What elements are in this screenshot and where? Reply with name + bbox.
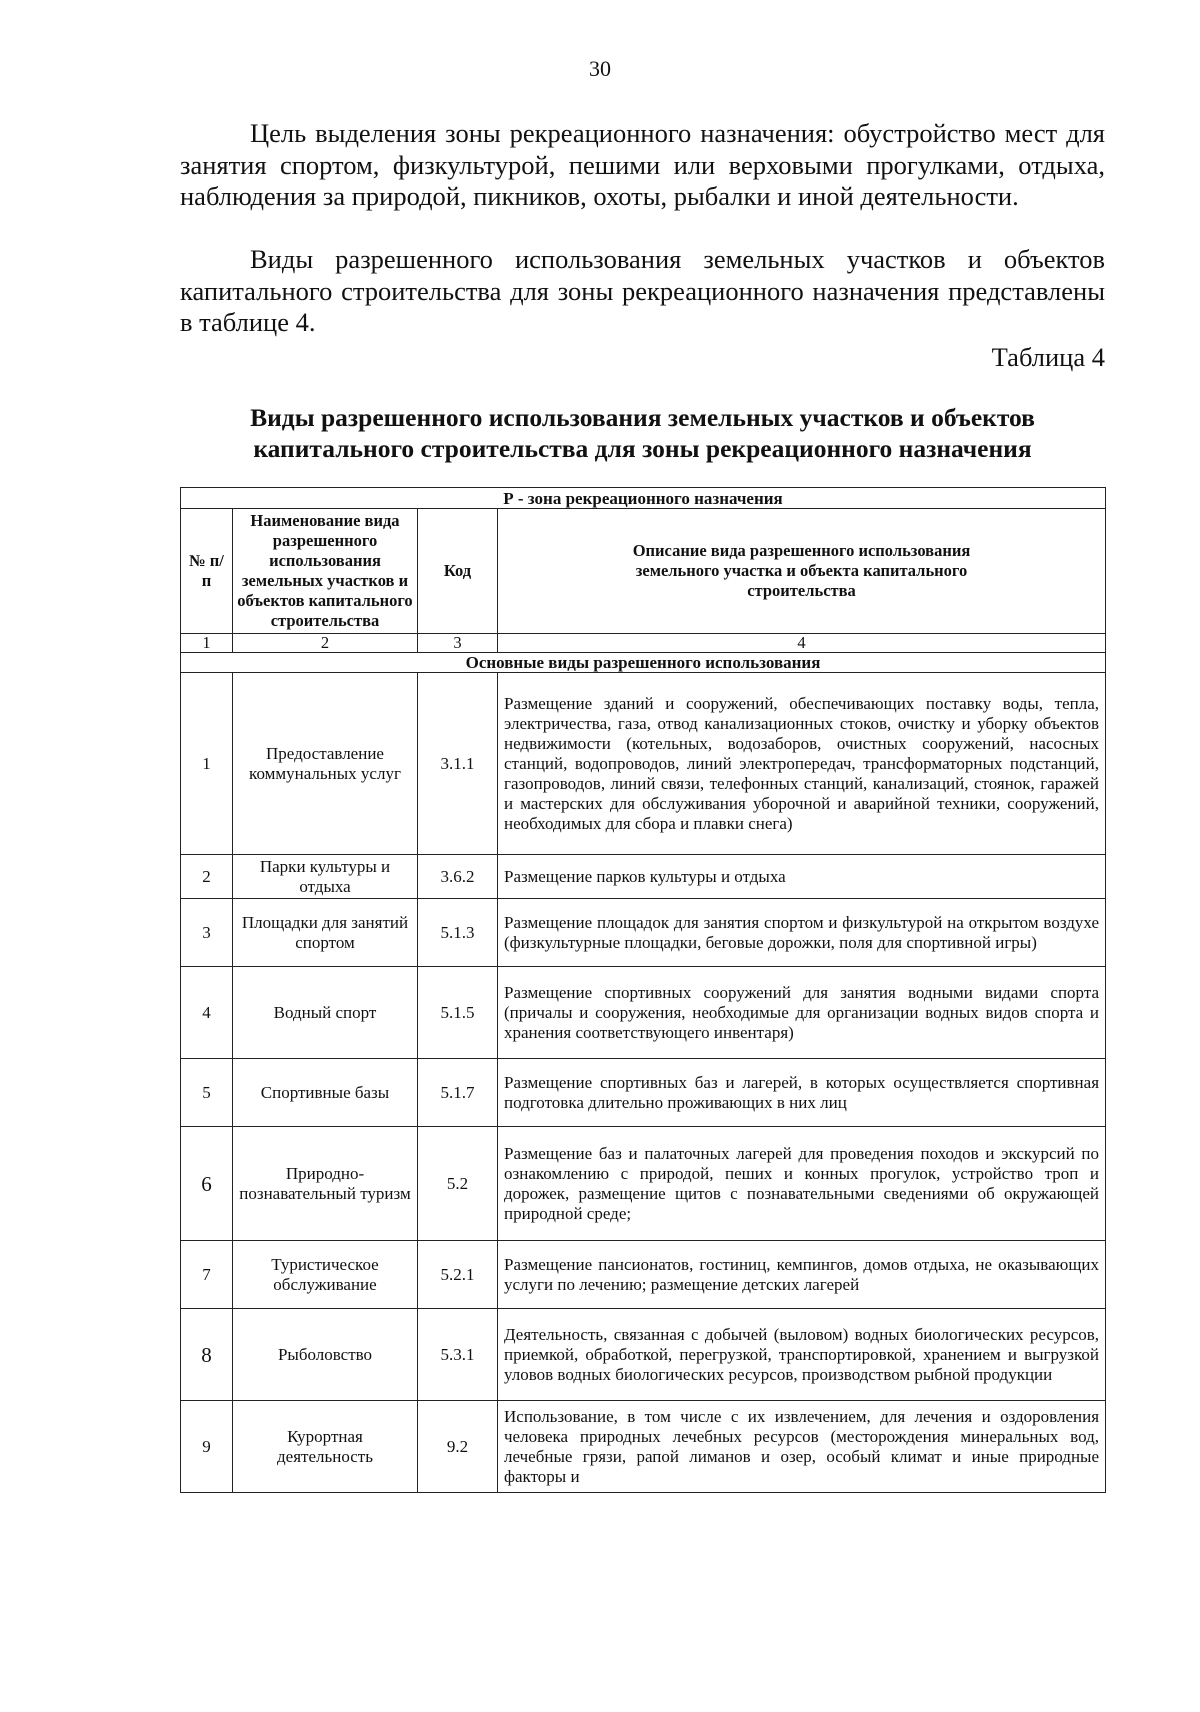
col-index: 3 bbox=[418, 634, 498, 653]
row-desc: Размещение спортивных баз и лагерей, в которых осуществляется спортивная подготовка длительно проживающих в них лиц bbox=[498, 1059, 1106, 1127]
row-num: 7 bbox=[181, 1241, 233, 1309]
row-name: Парки культуры и отдыха bbox=[233, 855, 418, 899]
row-desc: Размещение площадок для занятия спортом и физкультурой на открытом воздухе (физкультурные площадки, беговые дорожки, поля для спортивной игры) bbox=[498, 899, 1106, 967]
row-code: 3.1.1 bbox=[418, 673, 498, 855]
table-row bbox=[181, 1401, 1106, 1493]
table-row bbox=[181, 1059, 1106, 1127]
row-code: 9.2 bbox=[418, 1401, 498, 1493]
row-code: 5.1.3 bbox=[418, 899, 498, 967]
column-header-row bbox=[181, 509, 1106, 634]
col-header-code: Код bbox=[418, 509, 498, 634]
row-num: 5 bbox=[181, 1059, 233, 1127]
row-name: Спортивные базы bbox=[233, 1059, 418, 1127]
row-code: 5.1.5 bbox=[418, 967, 498, 1059]
row-name: Туристическое обслуживание bbox=[233, 1241, 418, 1309]
zone-header-row bbox=[181, 488, 1106, 509]
row-desc: Размещение баз и палаточных лагерей для проведения походов и экскурсий по ознакомлению с природой, пеших и конных прогулок, устройство троп и дорожек, размещение щитов с познавательными сведениями об окружающей природной среде; bbox=[498, 1127, 1106, 1241]
row-num: 4 bbox=[181, 967, 233, 1059]
row-code: 3.6.2 bbox=[418, 855, 498, 899]
col-index: 4 bbox=[498, 634, 1106, 653]
col-header-num: № п/п bbox=[181, 509, 233, 634]
table-row bbox=[181, 1309, 1106, 1401]
page-number: 30 bbox=[589, 56, 611, 81]
row-num: 1 bbox=[181, 673, 233, 855]
col-header-name: Наименование вида разрешенного использования земельных участков и объектов капитального строительства bbox=[233, 509, 418, 634]
row-name: Рыболовство bbox=[233, 1309, 418, 1401]
row-code: 5.1.7 bbox=[418, 1059, 498, 1127]
row-code: 5.2 bbox=[418, 1127, 498, 1241]
table-row bbox=[181, 673, 1106, 855]
row-desc: Размещение зданий и сооружений, обеспечивающих поставку воды, тепла, электричества, газа, отвод канализационных стоков, очистку и уборку объектов недвижимости (котельных, водозаборов, очистных сооружений, насосных станций, водопроводов, линий электропередач, трансформаторных подстанций, газопроводов, линий связи, телефонных станций, канализаций, стоянок, гаражей и мастерских для обслуживания уборочной и аварийной техники, сооружений, необходимых для сбора и плавки снега) bbox=[498, 673, 1106, 855]
table-row bbox=[181, 1127, 1106, 1241]
zone-header: Р - зона рекреационного назначения bbox=[181, 488, 1106, 509]
table-row bbox=[181, 1241, 1106, 1309]
row-num: 3 bbox=[181, 899, 233, 967]
table-title-line-1: Виды разрешенного использования земельных участков и объектов bbox=[250, 403, 1035, 432]
row-code: 5.3.1 bbox=[418, 1309, 498, 1401]
row-desc: Размещение парков культуры и отдыха bbox=[498, 855, 1106, 899]
row-name: Водный спорт bbox=[233, 967, 418, 1059]
row-num: 9 bbox=[181, 1401, 233, 1493]
row-name: Площадки для занятий спортом bbox=[233, 899, 418, 967]
col-index: 1 bbox=[181, 634, 233, 653]
column-index-row bbox=[181, 634, 1106, 653]
section-row bbox=[181, 653, 1106, 673]
row-name: Предоставление коммунальных услуг bbox=[233, 673, 418, 855]
row-desc: Использование, в том числе с их извлечением, для лечения и оздоровления человека природных лечебных ресурсов (месторождения минеральных вод, лечебные грязи, рапой лиманов и озер, особый климат и иные природные факторы и bbox=[498, 1401, 1106, 1493]
row-desc: Размещение спортивных сооружений для занятия водными видами спорта (причалы и сооружения, необходимые для организации водных видов спорта и хранения соответствующего инвентаря) bbox=[498, 967, 1106, 1059]
paragraph-table-reference: Виды разрешенного использования земельных участков и объектов капитального строительства для зоны рекреационного назначения представлены в таблице 4. bbox=[180, 244, 1105, 337]
table-row bbox=[181, 855, 1106, 899]
row-desc: Размещение пансионатов, гостиниц, кемпингов, домов отдыха, не оказывающих услуги по лечению; размещение детских лагерей bbox=[498, 1241, 1106, 1309]
row-num: 2 bbox=[181, 855, 233, 899]
row-num: 8 bbox=[181, 1309, 233, 1401]
table-row bbox=[181, 899, 1106, 967]
row-desc: Деятельность, связанная с добычей (выловом) водных биологических ресурсов, приемкой, обработкой, перегрузкой, транспортировкой, хранением и выгрузкой уловов водных биологических ресурсов, производством рыбной продукции bbox=[498, 1309, 1106, 1401]
row-name: Курортная деятельность bbox=[233, 1401, 418, 1493]
paragraph-purpose: Цель выделения зоны рекреационного назначения: обустройство мест для занятия спортом, физкультурой, пешими или верховыми прогулками, отдыха, наблюдения за природой, пикников, охоты, рыбалки и иной деятельности. bbox=[180, 118, 1105, 211]
table-title-line-2: капитального строительства для зоны рекреационного назначения bbox=[253, 434, 1032, 463]
row-name: Природно-познавательный туризм bbox=[233, 1127, 418, 1241]
row-num: 6 bbox=[181, 1127, 233, 1241]
table-caption: Таблица 4 bbox=[991, 342, 1105, 372]
section-header: Основные виды разрешенного использования bbox=[181, 653, 1106, 673]
row-code: 5.2.1 bbox=[418, 1241, 498, 1309]
table-title bbox=[180, 402, 1105, 464]
col-header-desc: Описание вида разрешенного использования земельного участка и объекта капитального строительства bbox=[498, 509, 1106, 634]
land-use-table bbox=[180, 487, 1106, 1493]
table-row bbox=[181, 967, 1106, 1059]
col-index: 2 bbox=[233, 634, 418, 653]
